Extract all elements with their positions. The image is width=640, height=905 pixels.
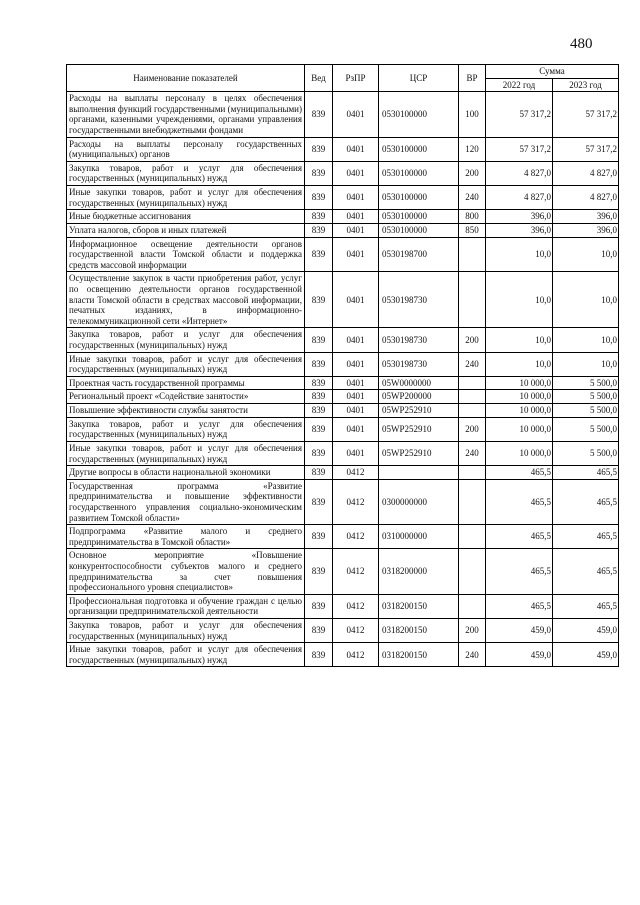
row-ved: 839 — [305, 619, 333, 643]
table-row — [67, 594, 619, 618]
row-ved: 839 — [305, 223, 333, 237]
row-sum-2023: 459,0 — [553, 643, 619, 667]
row-vr: 200 — [459, 161, 486, 185]
row-ved: 839 — [305, 352, 333, 376]
row-ved: 839 — [305, 404, 333, 418]
row-sum-2023: 465,5 — [553, 525, 619, 549]
row-rzpr: 0401 — [333, 137, 379, 161]
table-row — [67, 466, 619, 480]
row-ved: 839 — [305, 643, 333, 667]
row-vr: 100 — [459, 92, 486, 137]
row-sum-2023: 5 500,0 — [553, 417, 619, 441]
row-name: Иные закупки товаров, работ и услуг для обеспечения государственных (муниципальных) нужд — [67, 441, 305, 465]
row-vr: 240 — [459, 186, 486, 210]
row-vr: 850 — [459, 223, 486, 237]
row-csr: 05WP252910 — [379, 404, 459, 418]
row-vr — [459, 549, 486, 594]
table-row — [67, 210, 619, 224]
table-row — [67, 237, 619, 272]
header-rzpr: РзПР — [333, 65, 379, 92]
row-ved: 839 — [305, 441, 333, 465]
row-name: Региональный проект «Содействие занятости» — [67, 390, 305, 404]
row-sum-2022: 465,5 — [486, 479, 553, 524]
row-vr: 800 — [459, 210, 486, 224]
row-ved: 839 — [305, 210, 333, 224]
table-row — [67, 186, 619, 210]
row-vr: 240 — [459, 643, 486, 667]
row-csr: 0318200150 — [379, 619, 459, 643]
row-csr: 0530100000 — [379, 210, 459, 224]
row-sum-2022: 10,0 — [486, 272, 553, 328]
table-row — [67, 272, 619, 328]
row-sum-2022: 57 317,2 — [486, 137, 553, 161]
header-csr: ЦСР — [379, 65, 459, 92]
row-sum-2022: 10 000,0 — [486, 417, 553, 441]
row-ved: 839 — [305, 237, 333, 272]
row-sum-2022: 465,5 — [486, 466, 553, 480]
row-sum-2022: 10 000,0 — [486, 441, 553, 465]
row-csr: 05WP200000 — [379, 390, 459, 404]
row-sum-2023: 396,0 — [553, 210, 619, 224]
row-sum-2023: 396,0 — [553, 223, 619, 237]
header-year-2023: 2023 год — [553, 78, 619, 92]
row-sum-2022: 465,5 — [486, 594, 553, 618]
row-sum-2023: 465,5 — [553, 549, 619, 594]
table-row — [67, 223, 619, 237]
row-csr: 05WP252910 — [379, 417, 459, 441]
row-vr — [459, 404, 486, 418]
row-sum-2022: 10 000,0 — [486, 404, 553, 418]
row-ved: 839 — [305, 328, 333, 352]
row-vr — [459, 376, 486, 390]
table-row — [67, 619, 619, 643]
row-vr: 240 — [459, 352, 486, 376]
row-sum-2023: 10,0 — [553, 328, 619, 352]
row-csr: 0530100000 — [379, 92, 459, 137]
row-rzpr: 0401 — [333, 328, 379, 352]
row-sum-2022: 459,0 — [486, 619, 553, 643]
row-rzpr: 0412 — [333, 479, 379, 524]
row-name: Осуществление закупок в части приобретения работ, услуг по освещению деятельности органов государственной власти Томской области в средствах массовой информации, печатных изданиях, в информационно-телекоммуникационной сети «Интернет» — [67, 272, 305, 328]
table-row — [67, 376, 619, 390]
row-sum-2022: 396,0 — [486, 210, 553, 224]
row-sum-2023: 10,0 — [553, 237, 619, 272]
table-row — [67, 404, 619, 418]
header-ved: Вед — [305, 65, 333, 92]
row-sum-2022: 10,0 — [486, 352, 553, 376]
row-sum-2022: 465,5 — [486, 549, 553, 594]
row-ved: 839 — [305, 466, 333, 480]
row-rzpr: 0401 — [333, 237, 379, 272]
table-row — [67, 352, 619, 376]
row-sum-2023: 5 500,0 — [553, 441, 619, 465]
table-row — [67, 161, 619, 185]
row-sum-2023: 10,0 — [553, 352, 619, 376]
header-sum: Сумма — [486, 65, 619, 79]
row-vr: 200 — [459, 417, 486, 441]
row-rzpr: 0401 — [333, 390, 379, 404]
row-rzpr: 0412 — [333, 549, 379, 594]
row-rzpr: 0412 — [333, 594, 379, 618]
row-csr: 0530198730 — [379, 272, 459, 328]
row-sum-2023: 4 827,0 — [553, 161, 619, 185]
row-sum-2022: 459,0 — [486, 643, 553, 667]
row-name: Проектная часть государственной программы — [67, 376, 305, 390]
row-vr — [459, 237, 486, 272]
row-ved: 839 — [305, 525, 333, 549]
table-row — [67, 441, 619, 465]
row-rzpr: 0401 — [333, 210, 379, 224]
row-rzpr: 0401 — [333, 376, 379, 390]
row-name: Закупка товаров, работ и услуг для обеспечения государственных (муниципальных) нужд — [67, 619, 305, 643]
budget-table — [66, 64, 619, 667]
row-csr: 0530198730 — [379, 328, 459, 352]
header-name: Наименование показателей — [67, 65, 305, 92]
row-ved: 839 — [305, 479, 333, 524]
table-row — [67, 417, 619, 441]
page-number: 480 — [570, 36, 593, 52]
row-rzpr: 0401 — [333, 92, 379, 137]
row-csr: 05W0000000 — [379, 376, 459, 390]
row-csr: 0318200150 — [379, 643, 459, 667]
row-vr — [459, 466, 486, 480]
row-sum-2022: 10,0 — [486, 237, 553, 272]
row-vr: 200 — [459, 619, 486, 643]
row-rzpr: 0412 — [333, 643, 379, 667]
row-name: Закупка товаров, работ и услуг для обеспечения государственных (муниципальных) нужд — [67, 161, 305, 185]
row-sum-2022: 10 000,0 — [486, 390, 553, 404]
row-vr: 240 — [459, 441, 486, 465]
row-csr: 0530100000 — [379, 161, 459, 185]
header-vr: ВР — [459, 65, 486, 92]
row-csr: 05WP252910 — [379, 441, 459, 465]
row-name: Расходы на выплаты персоналу государственных (муниципальных) органов — [67, 137, 305, 161]
row-name: Подпрограмма «Развитие малого и среднего предпринимательства в Томской области» — [67, 525, 305, 549]
row-name: Государственная программа «Развитие предпринимательства и повышение эффективности государственного управления социально-экономическим развитием Томской области» — [67, 479, 305, 524]
row-ved: 839 — [305, 594, 333, 618]
row-name: Иные закупки товаров, работ и услуг для обеспечения государственных (муниципальных) нужд — [67, 186, 305, 210]
row-sum-2022: 10,0 — [486, 328, 553, 352]
row-vr — [459, 272, 486, 328]
row-name: Закупка товаров, работ и услуг для обеспечения государственных (муниципальных) нужд — [67, 417, 305, 441]
row-sum-2023: 10,0 — [553, 272, 619, 328]
row-vr — [459, 479, 486, 524]
row-sum-2023: 465,5 — [553, 479, 619, 524]
row-ved: 839 — [305, 137, 333, 161]
row-rzpr: 0401 — [333, 404, 379, 418]
table-row — [67, 92, 619, 137]
row-csr: 0310000000 — [379, 525, 459, 549]
row-sum-2023: 465,5 — [553, 466, 619, 480]
row-sum-2023: 5 500,0 — [553, 376, 619, 390]
row-sum-2023: 4 827,0 — [553, 186, 619, 210]
row-sum-2023: 459,0 — [553, 619, 619, 643]
row-sum-2022: 10 000,0 — [486, 376, 553, 390]
table-body — [67, 92, 619, 667]
row-sum-2022: 4 827,0 — [486, 161, 553, 185]
row-rzpr: 0412 — [333, 525, 379, 549]
row-sum-2022: 465,5 — [486, 525, 553, 549]
row-ved: 839 — [305, 92, 333, 137]
table-row — [67, 549, 619, 594]
table-header — [67, 65, 619, 92]
row-rzpr: 0401 — [333, 161, 379, 185]
row-csr: 0530100000 — [379, 223, 459, 237]
row-ved: 839 — [305, 272, 333, 328]
row-rzpr: 0401 — [333, 272, 379, 328]
row-name: Расходы на выплаты персоналу в целях обеспечения выполнения функций государственными (муниципальными) органами, казенными учреждениями, органами управления государственными внебюджетными фондами — [67, 92, 305, 137]
row-name: Иные бюджетные ассигнования — [67, 210, 305, 224]
table-row — [67, 643, 619, 667]
row-vr — [459, 594, 486, 618]
row-vr: 120 — [459, 137, 486, 161]
table-row — [67, 137, 619, 161]
row-rzpr: 0401 — [333, 223, 379, 237]
row-ved: 839 — [305, 417, 333, 441]
row-ved: 839 — [305, 390, 333, 404]
row-name: Другие вопросы в области национальной экономики — [67, 466, 305, 480]
row-name: Информационное освещение деятельности органов государственной власти Томской области и поддержка средств массовой информации — [67, 237, 305, 272]
table-row — [67, 328, 619, 352]
row-name: Иные закупки товаров, работ и услуг для обеспечения государственных (муниципальных) нужд — [67, 643, 305, 667]
row-csr: 0530198700 — [379, 237, 459, 272]
row-sum-2023: 57 317,2 — [553, 92, 619, 137]
table-row — [67, 479, 619, 524]
table-row — [67, 390, 619, 404]
row-vr — [459, 525, 486, 549]
row-ved: 839 — [305, 161, 333, 185]
row-csr: 0530100000 — [379, 186, 459, 210]
row-csr: 0300000000 — [379, 479, 459, 524]
row-csr: 0318200150 — [379, 594, 459, 618]
row-sum-2023: 5 500,0 — [553, 404, 619, 418]
row-ved: 839 — [305, 186, 333, 210]
header-year-2022: 2022 год — [486, 78, 553, 92]
row-rzpr: 0412 — [333, 466, 379, 480]
row-name: Повышение эффективности службы занятости — [67, 404, 305, 418]
row-csr: 0530100000 — [379, 137, 459, 161]
row-rzpr: 0401 — [333, 441, 379, 465]
row-csr: 0530198730 — [379, 352, 459, 376]
row-csr: 0318200000 — [379, 549, 459, 594]
row-rzpr: 0401 — [333, 417, 379, 441]
row-ved: 839 — [305, 549, 333, 594]
row-vr: 200 — [459, 328, 486, 352]
row-name: Уплата налогов, сборов и иных платежей — [67, 223, 305, 237]
row-sum-2022: 57 317,2 — [486, 92, 553, 137]
row-name: Иные закупки товаров, работ и услуг для обеспечения государственных (муниципальных) нужд — [67, 352, 305, 376]
row-sum-2023: 5 500,0 — [553, 390, 619, 404]
row-csr — [379, 466, 459, 480]
row-ved: 839 — [305, 376, 333, 390]
row-sum-2022: 396,0 — [486, 223, 553, 237]
row-name: Основное мероприятие «Повышение конкурентоспособности субъектов малого и среднего предпринимательства за счет повышения профессионального уровня специалистов» — [67, 549, 305, 594]
row-name: Профессиональная подготовка и обучение граждан с целью организации предпринимательской деятельности — [67, 594, 305, 618]
row-sum-2022: 4 827,0 — [486, 186, 553, 210]
row-rzpr: 0401 — [333, 352, 379, 376]
row-sum-2023: 465,5 — [553, 594, 619, 618]
row-rzpr: 0401 — [333, 186, 379, 210]
table-row — [67, 525, 619, 549]
row-rzpr: 0412 — [333, 619, 379, 643]
row-sum-2023: 57 317,2 — [553, 137, 619, 161]
row-name: Закупка товаров, работ и услуг для обеспечения государственных (муниципальных) нужд — [67, 328, 305, 352]
row-vr — [459, 390, 486, 404]
